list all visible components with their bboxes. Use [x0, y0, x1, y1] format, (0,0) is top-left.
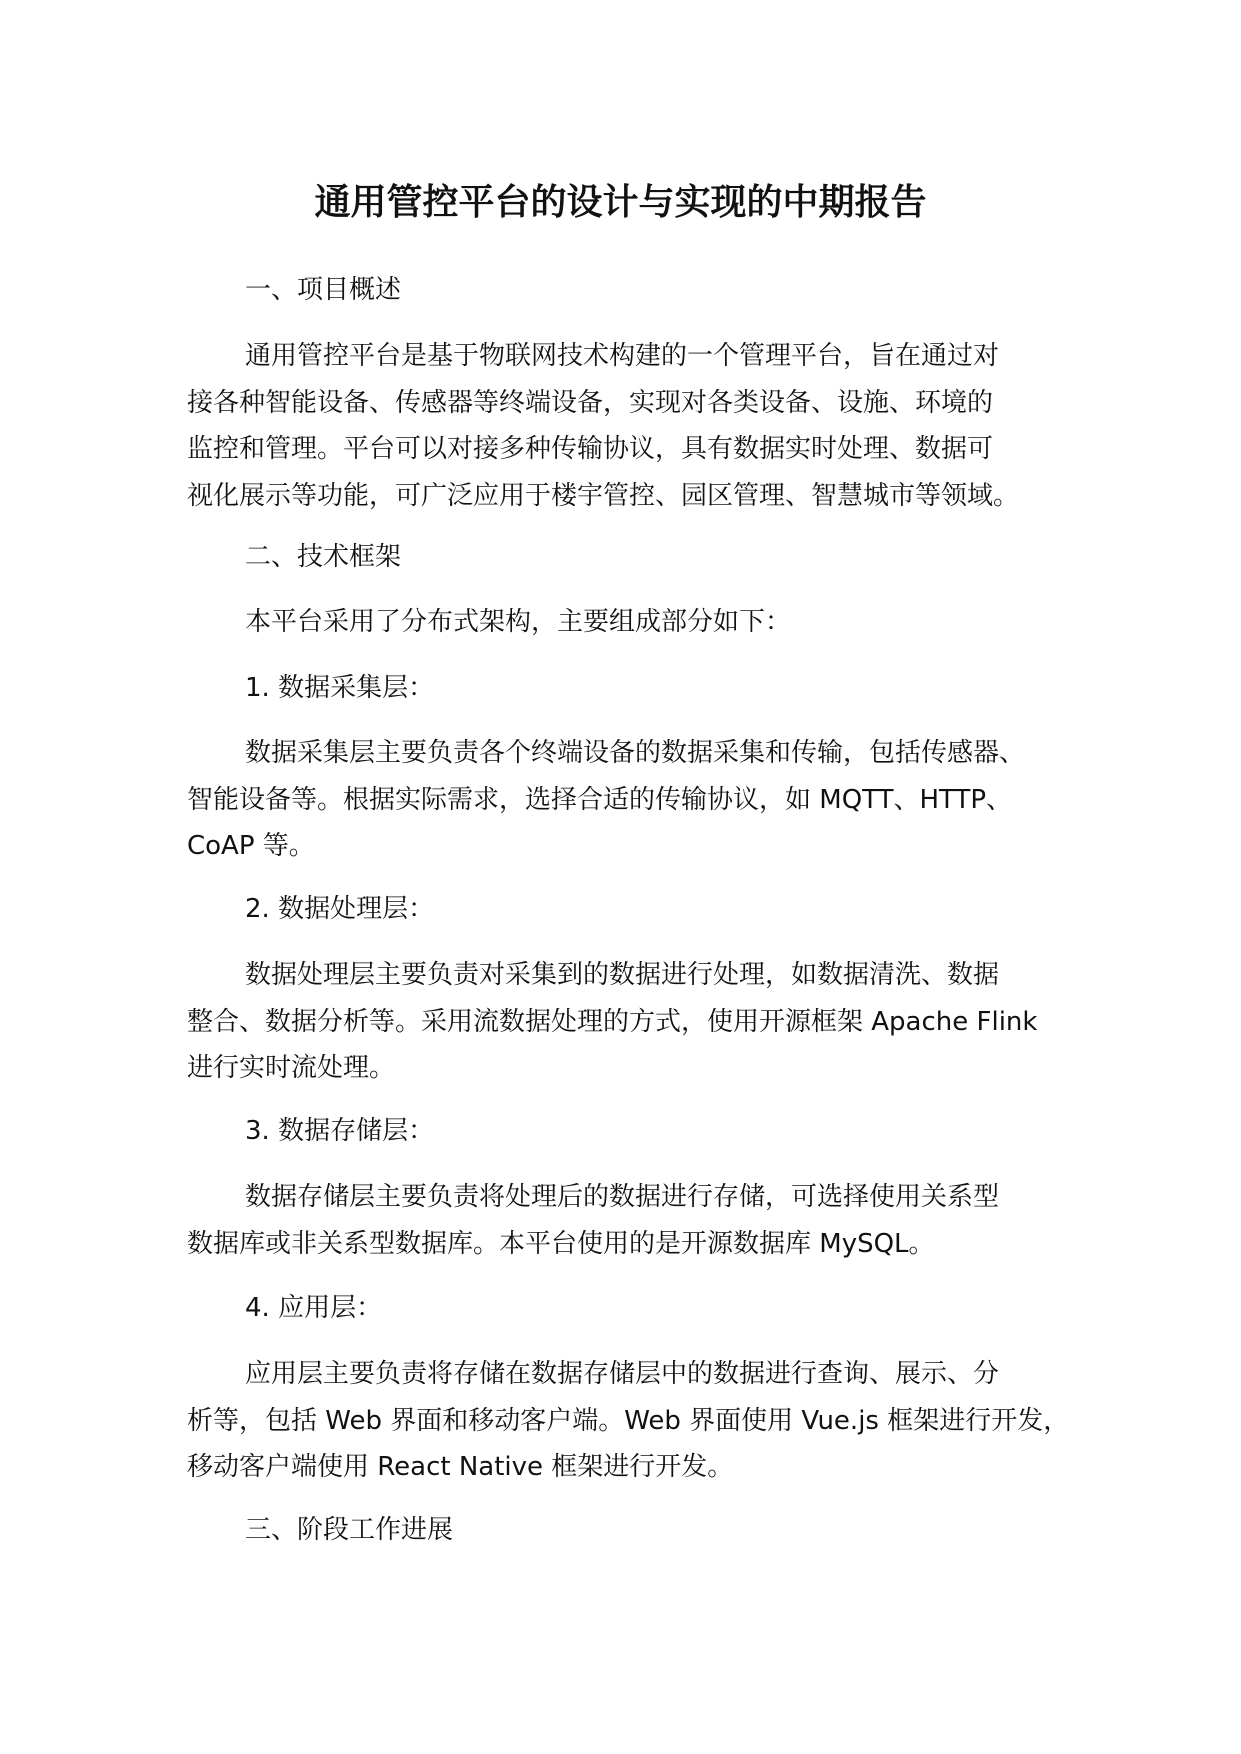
text-line: 监控和管理。平台可以对接多种传输协议，具有数据实时处理、数据可 — [187, 434, 994, 464]
text-line: 接各种智能设备、传感器等终端设备，实现对各类设备、设施、环境的 — [187, 387, 994, 418]
paragraph — [187, 1507, 1083, 1554]
text-line: 1. 数据采集层： — [245, 673, 435, 703]
text-line: 数据采集层主要负责各个终端设备的数据采集和传输，包括传感器、 — [245, 738, 1026, 768]
paragraph — [187, 665, 1083, 712]
text-line: 进行实时流处理。 — [187, 1053, 396, 1083]
paragraph — [187, 534, 1083, 581]
text-line: 应用层主要负责将存储在数据存储层中的数据进行查询、展示、分 — [245, 1359, 1000, 1389]
paragraph — [187, 1174, 1083, 1267]
text-line: CoAP 等。 — [187, 831, 315, 861]
text-line: 数据处理层主要负责对采集到的数据进行处理，如数据清洗、数据 — [245, 960, 1000, 990]
text-line: 视化展示等功能，可广泛应用于楼宇管控、园区管理、智慧城市等领域。 — [187, 480, 1020, 511]
text-line: 本平台采用了分布式架构，主要组成部分如下： — [245, 607, 792, 637]
text-line: 二、技术框架 — [245, 542, 402, 572]
text-line: 析等，包括 Web 界面和移动客户端。Web 界面使用 Vue.js 框架进行开发， — [187, 1405, 1070, 1436]
paragraph — [187, 333, 1083, 519]
paragraph — [187, 599, 1083, 646]
text-line: 2. 数据处理层： — [245, 894, 435, 924]
text-line: 移动客户端使用 React Native 框架进行开发。 — [187, 1452, 734, 1482]
text-line: 数据库或非关系型数据库。本平台使用的是开源数据库 MySQL。 — [187, 1228, 935, 1259]
text-line: 整合、数据分析等。采用流数据处理的方式，使用开源框架 Apache Flink — [187, 1006, 1038, 1037]
paragraph — [187, 1108, 1083, 1155]
text-line: 数据存储层主要负责将处理后的数据进行存储，可选择使用关系型 — [245, 1182, 1000, 1212]
text-line: 智能设备等。根据实际需求，选择合适的传输协议，如 MQTT、HTTP、 — [187, 784, 1013, 815]
text-line: 3. 数据存储层： — [245, 1116, 435, 1146]
text-line: 一、项目概述 — [245, 275, 402, 305]
paragraph — [187, 886, 1083, 933]
paragraph — [187, 1351, 1083, 1491]
paragraph — [187, 952, 1083, 1092]
paragraph — [187, 267, 1083, 314]
text-line: 通用管控平台是基于物联网技术构建的一个管理平台，旨在通过对 — [245, 341, 1000, 371]
document-title: 通用管控平台的设计与实现的中期报告 — [314, 182, 927, 223]
paragraph — [187, 1285, 1083, 1332]
text-line: 4. 应用层： — [245, 1293, 383, 1323]
paragraph — [187, 730, 1083, 870]
text-line: 三、阶段工作进展 — [245, 1515, 454, 1545]
